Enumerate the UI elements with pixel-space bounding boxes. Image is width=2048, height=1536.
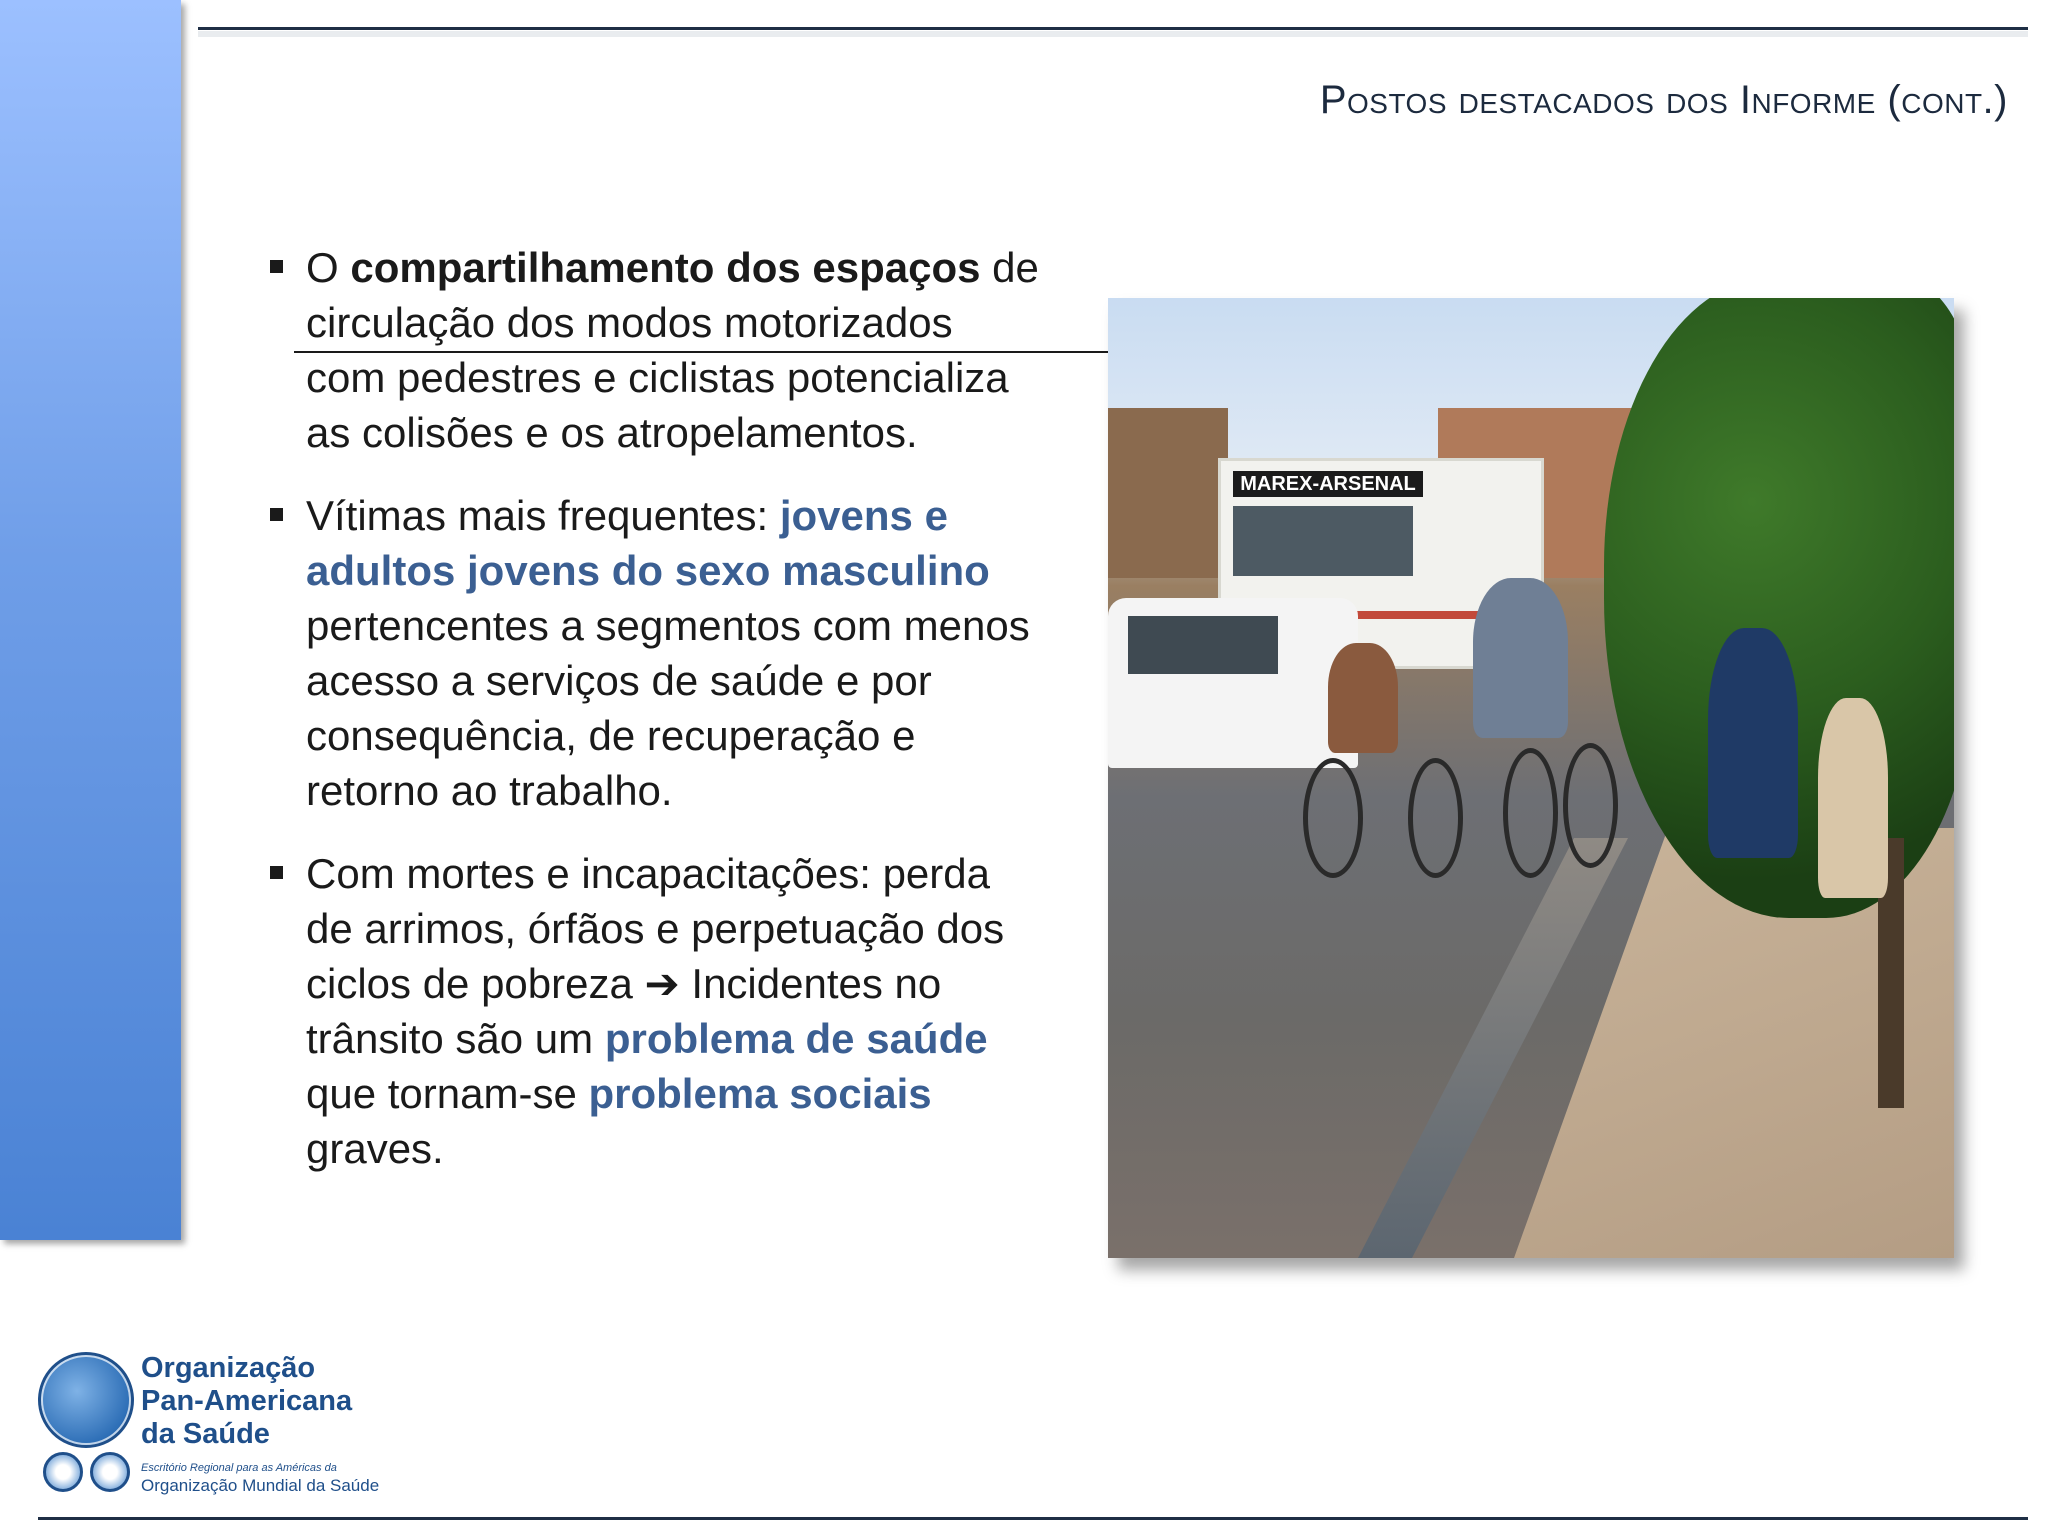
bus-window <box>1233 506 1413 576</box>
bicycle-wheel-back <box>1563 743 1618 868</box>
top-rule-shadow <box>198 31 2028 37</box>
bullet-item-3 <box>260 846 1040 1176</box>
bullet-text-part: de circulação dos modos motorizados com pedestres e ciclistas potencializa as colisões e os atropelamentos. <box>306 244 1039 456</box>
bullet-text-part: Com mortes e incapacitações: perda de arrimos, órfãos e perpetuação dos ciclos de pobreza <box>306 850 1005 1007</box>
logo-line-3: da Saúde <box>141 1418 270 1450</box>
photo-cyclist <box>1473 578 1568 738</box>
square-bullet-icon <box>270 260 283 273</box>
car-window <box>1128 616 1278 674</box>
logo-subtitle-2: Organização Mundial da Saúde <box>141 1476 380 1495</box>
bullet-text-part: Vítimas mais frequentes: <box>306 492 780 539</box>
bullet-text-part: jovens e adultos jovens do sexo masculino <box>306 492 990 594</box>
logo-line-2: Pan-Americana <box>141 1385 353 1417</box>
photo-building-left <box>1108 408 1228 578</box>
who-seal-icon <box>90 1452 130 1492</box>
photo-pedestrian <box>1708 628 1798 858</box>
photo-wheelchair-user <box>1328 643 1398 753</box>
bullet-text-part: problema de saúde <box>604 1015 988 1062</box>
square-bullet-icon <box>270 866 283 879</box>
street-photo <box>1108 298 1954 1258</box>
slide-title: Postos destacados dos Informe (cont.) <box>1319 78 2008 122</box>
globe-icon <box>38 1352 134 1448</box>
bullet-text-part: problema sociais <box>588 1070 932 1117</box>
bullet-text-part: Incidentes no trânsito são um <box>306 960 942 1062</box>
bicycle-wheel-front <box>1503 748 1558 878</box>
bullet-text-part: compartilhamento dos espaços <box>350 244 981 291</box>
wheelchair-wheel-right <box>1408 758 1463 878</box>
top-rule <box>198 27 2028 30</box>
logo-name <box>141 1352 352 1451</box>
wheelchair-wheel-left <box>1303 758 1363 878</box>
photo-car <box>1108 598 1358 768</box>
bullet-text-part: graves. <box>306 1125 444 1172</box>
paho-logo <box>38 1352 380 1502</box>
paho-seal-icon <box>43 1452 83 1492</box>
bullet-list <box>260 240 1040 1204</box>
logo-subtitle: Escritório Regional para as Américas da <box>141 1462 337 1474</box>
bullet-item-1 <box>260 240 1040 460</box>
right-arrow-icon: ➔ <box>644 960 680 1007</box>
side-accent-bar <box>0 0 181 1240</box>
photo-child <box>1818 698 1888 898</box>
bus-sign: MAREX-ARSENAL <box>1233 471 1423 497</box>
bullet-text-part: pertencentes a segmentos com menos acesso a serviços de saúde e por consequência, de recuperação e retorno ao trabalho. <box>306 602 1030 814</box>
square-bullet-icon <box>270 508 283 521</box>
logo-line-1: Organização <box>141 1352 316 1384</box>
bullet-text-part: que tornam-se <box>306 1070 589 1117</box>
bullet-item-2 <box>260 488 1040 818</box>
bottom-rule <box>38 1517 2028 1520</box>
bullet-text-part: O <box>306 244 351 291</box>
